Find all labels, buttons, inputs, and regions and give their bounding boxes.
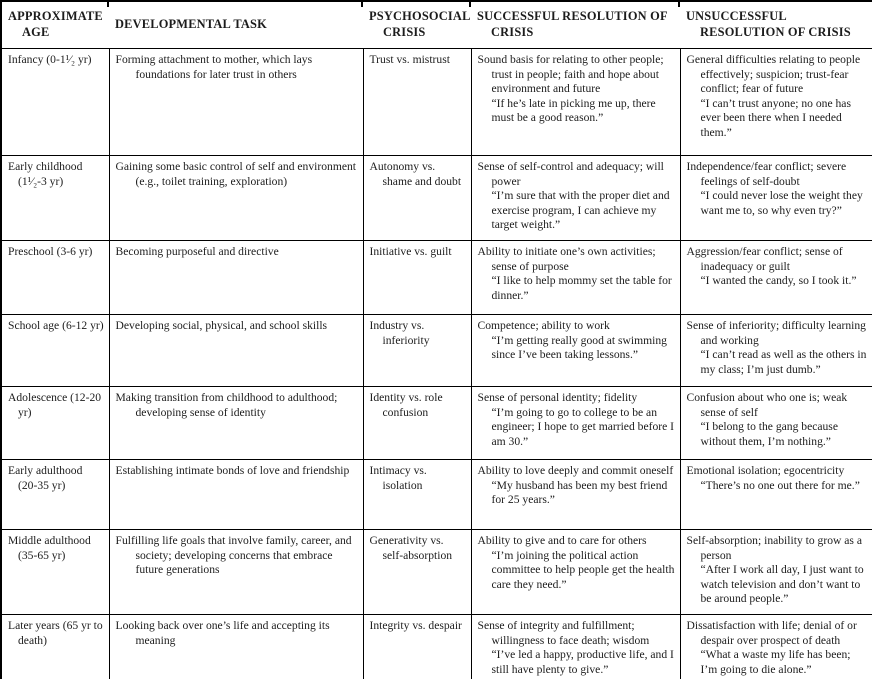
resolution-text: Sense of inferiority; difficulty learning and working — [686, 319, 866, 347]
resolution-quote: “I belong to the gang because without them, I’m nothing.” — [700, 420, 838, 448]
cell-unsuccessful-resolution — [680, 530, 872, 615]
cell-successful-resolution — [471, 315, 680, 387]
cell-psychosocial-crisis — [363, 241, 471, 315]
crisis-text: Trust vs. mistrust — [369, 53, 450, 66]
age-text: Later years (65 yr to death) — [8, 619, 103, 647]
cell-unsuccessful-resolution — [680, 387, 872, 460]
task-text: Looking back over one’s life and accepting its meaning — [115, 619, 330, 647]
header-label: UNSUCCESSFUL RESOLUTION OF CRISIS — [686, 9, 851, 39]
table-header — [1, 1, 872, 49]
cell-successful-resolution — [471, 530, 680, 615]
resolution-text: Confusion about who one is; weak sense of self — [686, 391, 848, 419]
header-label: SUCCESSFUL RESOLUTION OF CRISIS — [477, 9, 668, 39]
cell-psychosocial-crisis — [363, 315, 471, 387]
resolution-text: Ability to initiate one’s own activities; sense of purpose — [477, 245, 656, 273]
resolution-quote: “I like to help mommy set the table for dinner.” — [491, 274, 672, 302]
cell-successful-resolution — [471, 615, 680, 679]
cell-age — [1, 241, 109, 315]
cell-unsuccessful-resolution — [680, 460, 872, 530]
task-text: Developing social, physical, and school skills — [115, 319, 328, 332]
resolution-text: Independence/fear conflict; severe feelings of self-doubt — [686, 160, 847, 188]
cell-unsuccessful-resolution — [680, 315, 872, 387]
cell-successful-resolution — [471, 49, 680, 156]
resolution-quote: “I’ve led a happy, productive life, and I still have plenty to give.” — [491, 648, 674, 676]
resolution-quote: “I can’t trust anyone; no one has ever been there when I needed them.” — [700, 96, 851, 139]
resolution-quote: “I’m getting really good at swimming since I’ve been taking lessons.” — [491, 333, 667, 362]
cell-successful-resolution — [471, 460, 680, 530]
cell-psychosocial-crisis — [363, 530, 471, 615]
resolution-quote: “What a waste my life has been; I’m going to die alone.” — [700, 648, 851, 676]
cell-age — [1, 49, 109, 156]
table-row-middle-adulthood — [1, 530, 872, 615]
cell-developmental-task — [109, 460, 363, 530]
cell-developmental-task — [109, 315, 363, 387]
cell-age — [1, 315, 109, 387]
crisis-text: Identity vs. role confusion — [369, 391, 443, 419]
cell-developmental-task — [109, 156, 363, 241]
task-text: Gaining some basic control of self and environment (e.g., toilet training, exploration) — [115, 160, 357, 188]
resolution-quote: “I’m joining the political action committee to help people get the health care they need.” — [491, 548, 675, 591]
table-row-early-childhood — [1, 156, 872, 241]
resolution-quote: “I can’t read as well as the others in my class; I’m just dumb.” — [700, 348, 867, 376]
resolution-text: Ability to love deeply and commit oneself — [477, 464, 674, 477]
resolution-quote: “My husband has been my best friend for 25 years.” — [491, 478, 668, 507]
cell-developmental-task — [109, 615, 363, 679]
header-column-tick — [678, 0, 680, 7]
task-text: Fulfilling life goals that involve family, career, and society; developing concerns that embrace future generations — [115, 534, 352, 577]
header-developmental-task — [109, 1, 363, 49]
header-psychosocial-crisis — [363, 1, 471, 49]
cell-developmental-task — [109, 530, 363, 615]
cell-psychosocial-crisis — [363, 460, 471, 530]
cell-developmental-task — [109, 241, 363, 315]
table-row-adolescence — [1, 387, 872, 460]
header-label: DEVELOPMENTAL TASK — [115, 17, 267, 31]
table-row-later-years — [1, 615, 872, 679]
header-column-tick — [361, 0, 363, 7]
cell-psychosocial-crisis — [363, 615, 471, 679]
age-text: Middle adulthood (35-65 yr) — [8, 534, 91, 562]
resolution-text: Competence; ability to work — [477, 319, 610, 332]
cell-successful-resolution — [471, 387, 680, 460]
crisis-text: Integrity vs. despair — [369, 619, 462, 632]
resolution-text: Sense of self-control and adequacy; will power — [477, 160, 664, 188]
resolution-text: Dissatisfaction with life; denial of or despair over prospect of death — [686, 619, 857, 647]
header-row — [1, 1, 872, 49]
task-text: Becoming purposeful and directive — [115, 245, 279, 258]
table-row-infancy — [1, 49, 872, 156]
resolution-quote: “I’m going to go to college to be an engineer; I hope to get married before I am 30.” — [491, 405, 675, 448]
cell-developmental-task — [109, 387, 363, 460]
age-text: Preschool (3-6 yr) — [8, 245, 93, 258]
task-text: Making transition from childhood to adulthood; developing sense of identity — [115, 391, 338, 419]
crisis-text: Intimacy vs. isolation — [369, 464, 427, 492]
cell-psychosocial-crisis — [363, 49, 471, 156]
crisis-text: Industry vs. inferiority — [369, 319, 430, 347]
cell-age — [1, 615, 109, 679]
resolution-text: Self-absorption; inability to grow as a person — [686, 534, 862, 562]
resolution-text: Ability to give and to care for others — [477, 534, 647, 547]
cell-psychosocial-crisis — [363, 156, 471, 241]
crisis-text: Autonomy vs. shame and doubt — [369, 160, 462, 188]
task-text: Establishing intimate bonds of love and friendship — [115, 464, 350, 477]
header-label: APPROXIMATE AGE — [8, 9, 103, 39]
resolution-quote: “I’m sure that with the proper diet and exercise program, I can achieve my target weight.” — [491, 189, 670, 232]
age-text: Early adulthood (20-35 yr) — [8, 464, 83, 492]
crisis-text: Generativity vs. self-absorption — [369, 534, 453, 562]
header-unsuccessful-resolution — [680, 1, 872, 49]
resolution-text: Sound basis for relating to other people; trust in people; faith and hope about environment and future — [477, 53, 664, 96]
table-row-early-adulthood — [1, 460, 872, 530]
cell-age — [1, 387, 109, 460]
cell-age — [1, 530, 109, 615]
header-column-tick — [469, 0, 471, 7]
resolution-quote: “There’s no one out there for me.” — [700, 478, 860, 492]
cell-unsuccessful-resolution — [680, 615, 872, 679]
table-row-preschool — [1, 241, 872, 315]
cell-unsuccessful-resolution — [680, 49, 872, 156]
age-text: School age (6-12 yr) — [8, 319, 104, 332]
task-text: Forming attachment to mother, which lays foundations for later trust in others — [115, 53, 313, 81]
resolution-text: Sense of personal identity; fidelity — [477, 391, 638, 404]
age-text: Adolescence (12-20 yr) — [8, 391, 102, 419]
cell-successful-resolution — [471, 241, 680, 315]
header-label: PSYCHOSOCIAL CRISIS — [369, 9, 470, 39]
cell-age — [1, 460, 109, 530]
resolution-text: General difficulties relating to people effectively; suspicion; trust-fear conflict; fear of future — [686, 53, 861, 96]
resolution-text: Sense of integrity and fulfillment; willingness to face death; wisdom — [477, 619, 650, 647]
header-approximate-age — [1, 1, 109, 49]
age-text: Early childhood (1¹⁄₂-3 yr) — [8, 160, 83, 188]
crisis-text: Initiative vs. guilt — [369, 245, 452, 258]
resolution-text: Emotional isolation; egocentricity — [686, 464, 845, 477]
cell-successful-resolution — [471, 156, 680, 241]
table-body — [1, 49, 872, 679]
cell-unsuccessful-resolution — [680, 156, 872, 241]
resolution-quote: “If he’s late in picking me up, there must be a good reason.” — [491, 96, 656, 125]
resolution-quote: “I could never lose the weight they want me to, so why even try?” — [700, 189, 863, 217]
header-successful-resolution — [471, 1, 680, 49]
header-column-tick — [107, 0, 109, 7]
cell-age — [1, 156, 109, 241]
table-row-school-age — [1, 315, 872, 387]
resolution-quote: “I wanted the candy, so I took it.” — [700, 274, 857, 288]
cell-developmental-task — [109, 49, 363, 156]
cell-psychosocial-crisis — [363, 387, 471, 460]
cell-unsuccessful-resolution — [680, 241, 872, 315]
resolution-quote: “After I work all day, I just want to watch television and don’t want to be around people.” — [700, 563, 864, 606]
age-text: Infancy (0-1¹⁄₂ yr) — [8, 53, 92, 66]
resolution-text: Aggression/fear conflict; sense of inadequacy or guilt — [686, 245, 843, 273]
